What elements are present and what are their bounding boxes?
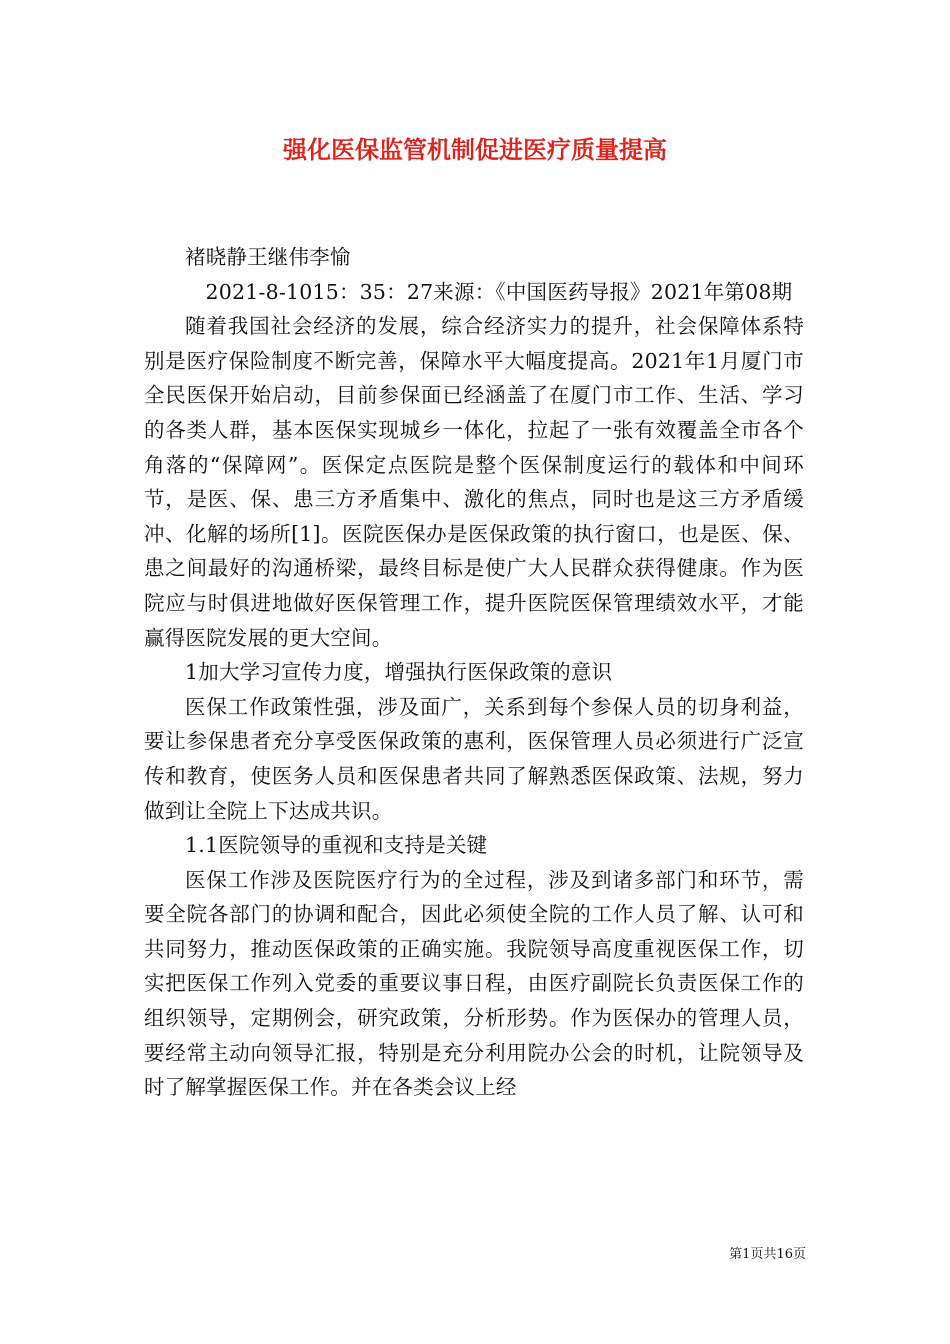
paragraph-section-1-1: 医保工作涉及医院医疗行为的全过程，涉及到诸多部门和环节，需要全院各部门的协调和配合，因此必须使全院的工作人员了解、认可和共同努力，推动医保政策的正确实施。我院领导高度重视医保工作，切实把医保工作列入党委的重要议事日程，由医疗副院长负责医保工作的组织领导，定期例会，研究政策，分析形势。作为医保办的管理人员，要经常主动向领导汇报，特别是充分利用院办公会的时机，让院领导及时了解掌握医保工作。并在各类会议上经: [144, 867, 804, 1100]
paragraph-intro: 随着我国社会经济的发展，综合经济实力的提升，社会保障体系特别是医疗保险制度不断完善，保障水平大幅度提高。2021年1月厦门市全民医保开始启动，目前参保面已经涵盖了在厦门市工作、生活、学习的各类人群，基本医保实现城乡一体化，拉起了一张有效覆盖全市各个角落的“保障网”。医保定点医院是整个医保制度运行的载体和中间环节，是医、保、患三方矛盾集中、激化的焦点，同时也是这三方矛盾缓冲、化解的场所[1]。医院医保办是医保政策的执行窗口，也是医、保、患之间最好的沟通桥梁，最终目标是使广大人民群众获得健康。作为医院应与时俱进地做好医保管理工作，提升医院医保管理绩效水平，才能赢得医院发展的更大空间。: [144, 314, 804, 650]
section-heading-1: 1加大学习宣传力度，增强执行医保政策的意识: [185, 660, 613, 685]
authors-line: 褚晓静王继伟李愉: [185, 245, 351, 269]
document-body: [144, 240, 804, 1105]
paragraph-section-1: 医保工作政策性强，涉及面广，关系到每个参保人员的切身利益，要让参保患者充分享受医保政策的惠利，医保管理人员必须进行广泛宣传和教育，使医务人员和医保患者共同了解熟悉医保政策、法规，努力做到让全院上下达成共识。: [144, 694, 804, 823]
section-heading-1-1: 1.1医院领导的重视和支持是关键: [185, 833, 488, 858]
document-title: 强化医保监管机制促进医疗质量提高: [283, 135, 667, 164]
source-meta-line: 2021-8-1015：35：27来源：《中国医药导报》2021年第08期: [205, 279, 793, 304]
page-number-footer: 第1页共16页: [729, 1247, 806, 1262]
